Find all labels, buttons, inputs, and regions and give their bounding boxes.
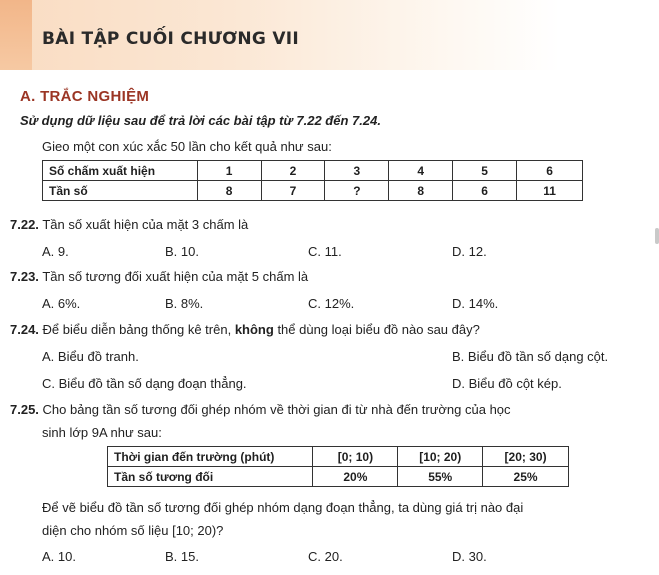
table-row (108, 447, 569, 467)
answer-option-d[interactable]: D. 30. (452, 549, 487, 564)
intro-text: Gieo một con xúc xắc 50 lần cho kết quả như sau: (42, 139, 332, 154)
table-cell: 2 (261, 161, 325, 181)
table-cell: 55% (398, 467, 483, 487)
table-cell: 11 (517, 181, 583, 201)
question-text-continued: Để vẽ biểu đồ tần số tương đối ghép nhóm dạng đoạn thẳng, ta dùng giá trị nào đại (42, 500, 524, 515)
table-header-cell: Thời gian đến trường (phút) (108, 447, 313, 467)
answer-option-b[interactable]: B. 8%. (165, 296, 204, 311)
table-cell: 3 (325, 161, 389, 181)
table-row (43, 181, 583, 201)
dice-frequency-table (42, 160, 583, 201)
table-cell: 1 (197, 161, 261, 181)
table-cell: 7 (261, 181, 325, 201)
table-header-cell: Tần số (43, 181, 198, 201)
table-cell: ? (325, 181, 389, 201)
question-text: Tần số tương đối xuất hiện của mặt 5 chấm là (42, 269, 309, 284)
question-text: thể dùng loại biểu đồ nào sau đây? (277, 322, 480, 337)
table-cell: 6 (517, 161, 583, 181)
header-tab-decoration (0, 0, 32, 70)
question-text-continued: diện cho nhóm số liệu [10; 20)? (42, 523, 224, 538)
table-cell: 4 (389, 161, 453, 181)
answer-option-d[interactable]: D. Biểu đồ cột kép. (452, 376, 562, 391)
question-7-23 (10, 269, 308, 284)
answer-option-a[interactable]: A. 10. (42, 549, 76, 564)
answer-option-c[interactable]: C. 11. (308, 244, 342, 259)
answer-option-b[interactable]: B. 15. (165, 549, 199, 564)
table-row (108, 467, 569, 487)
question-text: Để biểu diễn bảng thống kê trên, (42, 322, 232, 337)
table-cell: 20% (313, 467, 398, 487)
answer-option-a[interactable]: A. Biểu đồ tranh. (42, 349, 139, 364)
scrollbar-thumb[interactable] (655, 228, 659, 244)
question-number: 7.23. (10, 269, 39, 284)
table-cell: 25% (483, 467, 569, 487)
table-cell: [0; 10) (313, 447, 398, 467)
question-number: 7.22. (10, 217, 39, 232)
answer-option-c[interactable]: C. 12%. (308, 296, 355, 311)
question-number: 7.25. (10, 402, 39, 417)
time-relative-frequency-table (107, 446, 569, 487)
chapter-title: BÀI TẬP CUỐI CHƯƠNG VII (42, 29, 300, 49)
question-7-24 (10, 322, 480, 337)
table-cell: 8 (197, 181, 261, 201)
answer-option-c[interactable]: C. Biểu đồ tần số dạng đoạn thẳng. (42, 376, 247, 391)
answer-option-b[interactable]: B. Biểu đồ tần số dạng cột. (452, 349, 609, 364)
table-cell: [20; 30) (483, 447, 569, 467)
answer-option-a[interactable]: A. 9. (42, 244, 69, 259)
answer-option-d[interactable]: D. 12. (452, 244, 487, 259)
question-text: Tần số xuất hiện của mặt 3 chấm là (42, 217, 249, 232)
section-title: A. TRẮC NGHIỆM (20, 88, 150, 105)
question-7-22 (10, 217, 248, 232)
answer-option-a[interactable]: A. 6%. (42, 296, 81, 311)
question-7-25 (10, 402, 511, 417)
table-header-cell: Số chấm xuất hiện (43, 161, 198, 181)
question-text-continued: sinh lớp 9A như sau: (42, 425, 162, 440)
table-cell: 8 (389, 181, 453, 201)
question-number: 7.24. (10, 322, 39, 337)
instruction-text: Sử dụng dữ liệu sau để trả lời các bài tập từ 7.22 đến 7.24. (20, 113, 381, 128)
question-emphasis: không (234, 322, 274, 337)
table-row (43, 161, 583, 181)
table-header-cell: Tần số tương đối (108, 467, 313, 487)
answer-option-d[interactable]: D. 14%. (452, 296, 499, 311)
table-cell: 6 (453, 181, 517, 201)
question-text: Cho bảng tần số tương đối ghép nhóm về thời gian đi từ nhà đến trường của học (42, 402, 511, 417)
answer-option-b[interactable]: B. 10. (165, 244, 199, 259)
answer-option-c[interactable]: C. 20. (308, 549, 343, 564)
table-cell: [10; 20) (398, 447, 483, 467)
table-cell: 5 (453, 161, 517, 181)
